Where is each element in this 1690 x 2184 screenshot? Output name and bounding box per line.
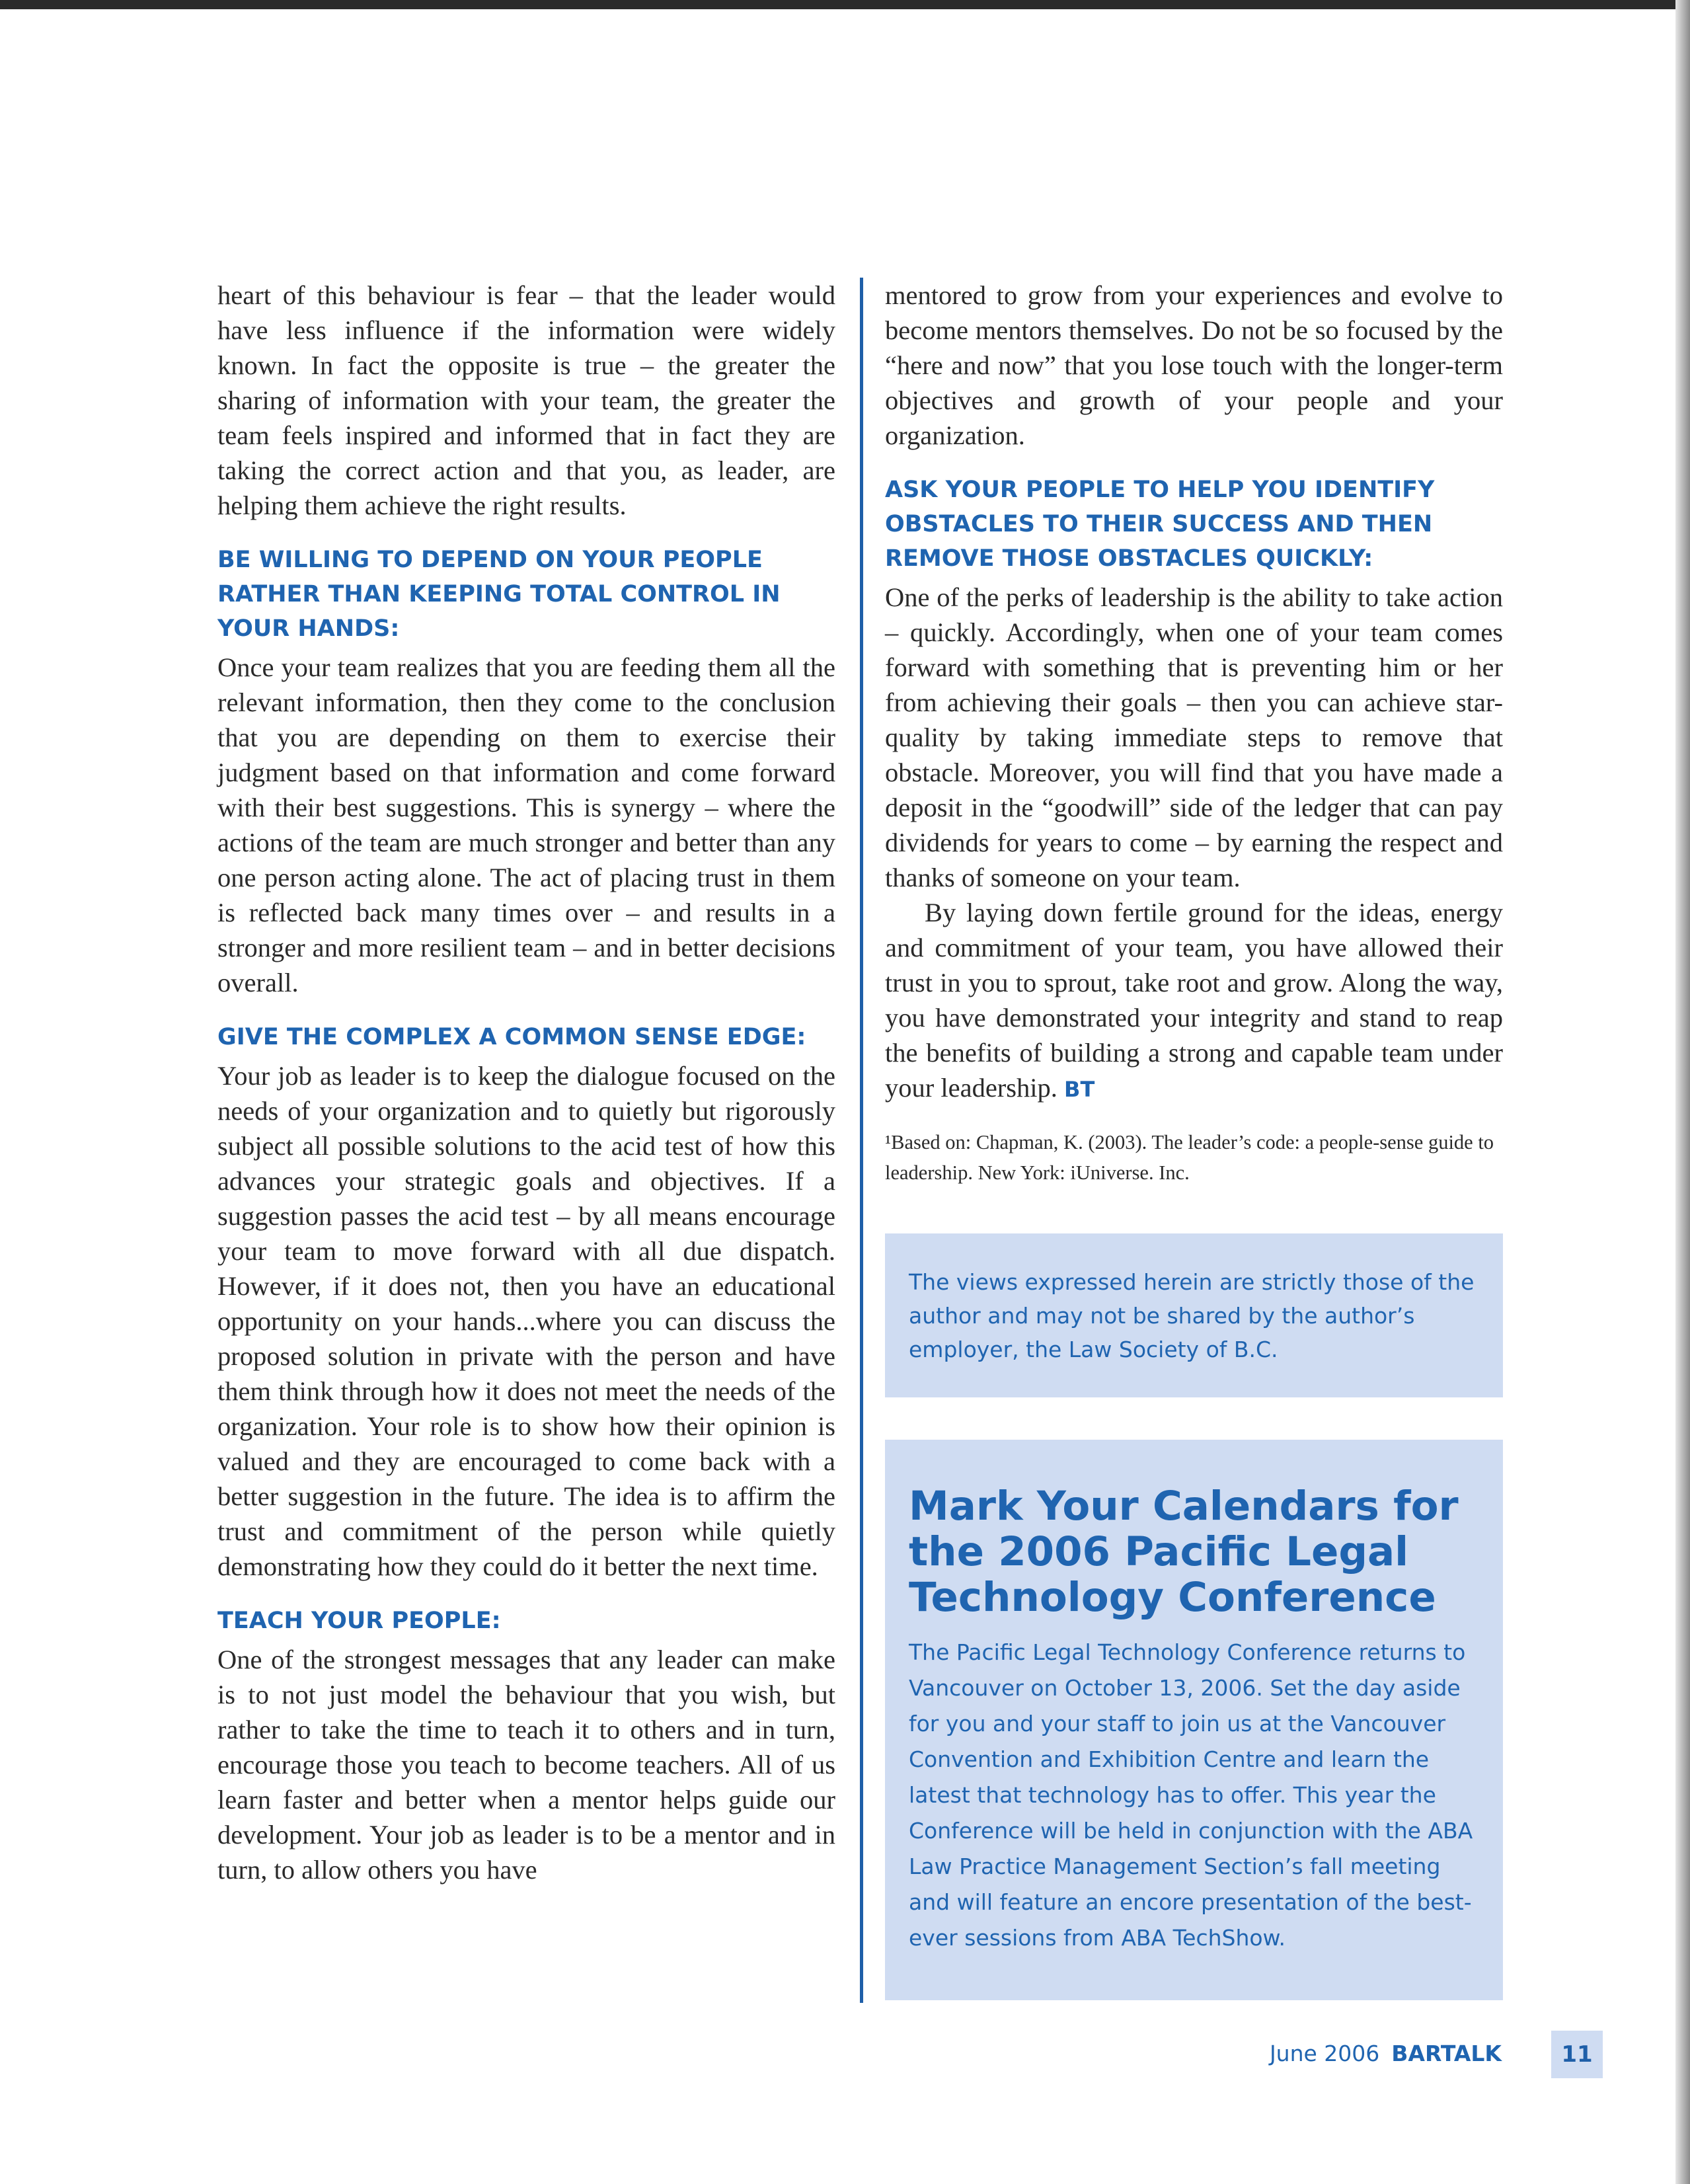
left-column (217, 278, 835, 1906)
column-divider (860, 278, 863, 2003)
right-column (885, 278, 1503, 1188)
heading-common-sense: GIVE THE COMPLEX A COMMON SENSE EDGE: (217, 1024, 806, 1050)
footer-magazine: BARTALK (1391, 2041, 1502, 2066)
heading-remove-obstacles: ASK YOUR PEOPLE TO HELP YOU IDENTIFY OBSTACLES TO THEIR SUCCESS AND THEN REMOVE THOSE OBSTACLES QUICKLY: (885, 477, 1435, 572)
heading-depend-on-people: BE WILLING TO DEPEND ON YOUR PEOPLE RATHER THAN KEEPING TOTAL CONTROL IN YOUR HANDS: (217, 547, 781, 642)
footer-date: June 2006 (1269, 2041, 1380, 2066)
disclaimer-text: The views expressed herein are strictly those of the author and may not be shared by the author’s employer, the Law Society of B.C. (909, 1269, 1475, 1362)
conference-text: The Pacific Legal Technology Conference returns to Vancouver on October 13, 2006. Set the day aside for you and your staff to join us at the Vancouver Convention and Exhibition Centre and learn the latest that technology has to offer. This year the Conference will be held in conjunction with the ABA Law Practice Management Section’s fall meeting and will feature an encore presentation of the best-ever sessions from ABA TechShow. (909, 1639, 1473, 1951)
paragraph-teach-people: One of the strongest messages that any leader can make is to not just model the behaviour that you wish, but rather to take the time to teach it to others and in turn, encourage those you teach to become teachers. All of us learn faster and better when a mentor helps guide our development. Your job as leader is to be a mentor and in turn, to allow others you have (217, 1645, 835, 1885)
continuation-paragraph: mentored to grow from your experiences and evolve to become mentors themselves. Do not be so focused by the “here and now” that you lose touch with the longer-term objectives and growth of your people and your organization. (885, 280, 1503, 450)
page-number: 11 (1551, 2031, 1603, 2078)
closing-text: By laying down fertile ground for the ideas, energy and commitment of your team, you have allowed their trust in you to sprout, take root and grow. Along the way, you have demonstrated your integrity and stand to reap the benefits of building a strong and capable team under your leadership. (885, 898, 1503, 1103)
disclaimer-box (885, 1233, 1503, 1397)
conference-title: Mark Your Calendars for the 2006 Pacific Legal Technology Conference (909, 1483, 1459, 1621)
paragraph-common-sense: Your job as leader is to keep the dialogue focused on the needs of your organization and to quietly but rigorously subject all possible solutions to the acid test of how this advances your strategic goals and objectives. If a suggestion passes the acid test – by all means encourage your team to move forward with all due dispatch. However, if it does not, then you have an educational opportunity on your hands...where you can discuss the proposed solution in private with the person and have them think through how it does not meet the needs of the organization. Your role is to show how their opinion is valued and they are encouraged to come back with a better suggestion in the future. The idea is to affirm the trust and commitment of the person while quietly demonstrating how they could do it better the next time. (217, 1061, 835, 1581)
conference-box (885, 1440, 1503, 2000)
end-mark: BT (1064, 1077, 1095, 1102)
closing-paragraph (885, 895, 1503, 1107)
page-edge-shadow (1675, 0, 1690, 2184)
footnote: ¹Based on: Chapman, K. (2003). The leader’s code: a people-sense guide to leadership. New York: iUniverse. Inc. (885, 1131, 1494, 1184)
paragraph-depend-on-people: Once your team realizes that you are feeding them all the relevant information, then they come to the conclusion that you are depending on them to exercise their judgment based on that information and come forward with their best suggestions. This is synergy – where the actions of the team are much stronger and better than any one person acting alone. The act of placing trust in them is reflected back many times over – and results in a stronger and more resilient team – and in better decisions overall. (217, 652, 835, 997)
top-rule (0, 0, 1690, 9)
paragraph-remove-obstacles: One of the perks of leadership is the ability to take action – quickly. Accordingly, when one of your team comes forward with something that is preventing him or her from achieving their goals – then you can achieve star-quality by taking immediate steps to remove that obstacle. Moreover, you will find that you have made a deposit in the “goodwill” side of the ledger that can pay dividends for years to come – by earning the respect and thanks of someone on your team. (885, 582, 1503, 892)
intro-paragraph: heart of this behaviour is fear – that the leader would have less influence if the information were widely known. In fact the opposite is true – the greater the sharing of information with your team, the greater the team feels inspired and informed that in fact they are taking the correct action and that you, as leader, are helping them achieve the right results. (217, 280, 835, 520)
page-footer (1270, 2037, 1502, 2070)
heading-teach-people: TEACH YOUR PEOPLE: (217, 1608, 501, 1634)
